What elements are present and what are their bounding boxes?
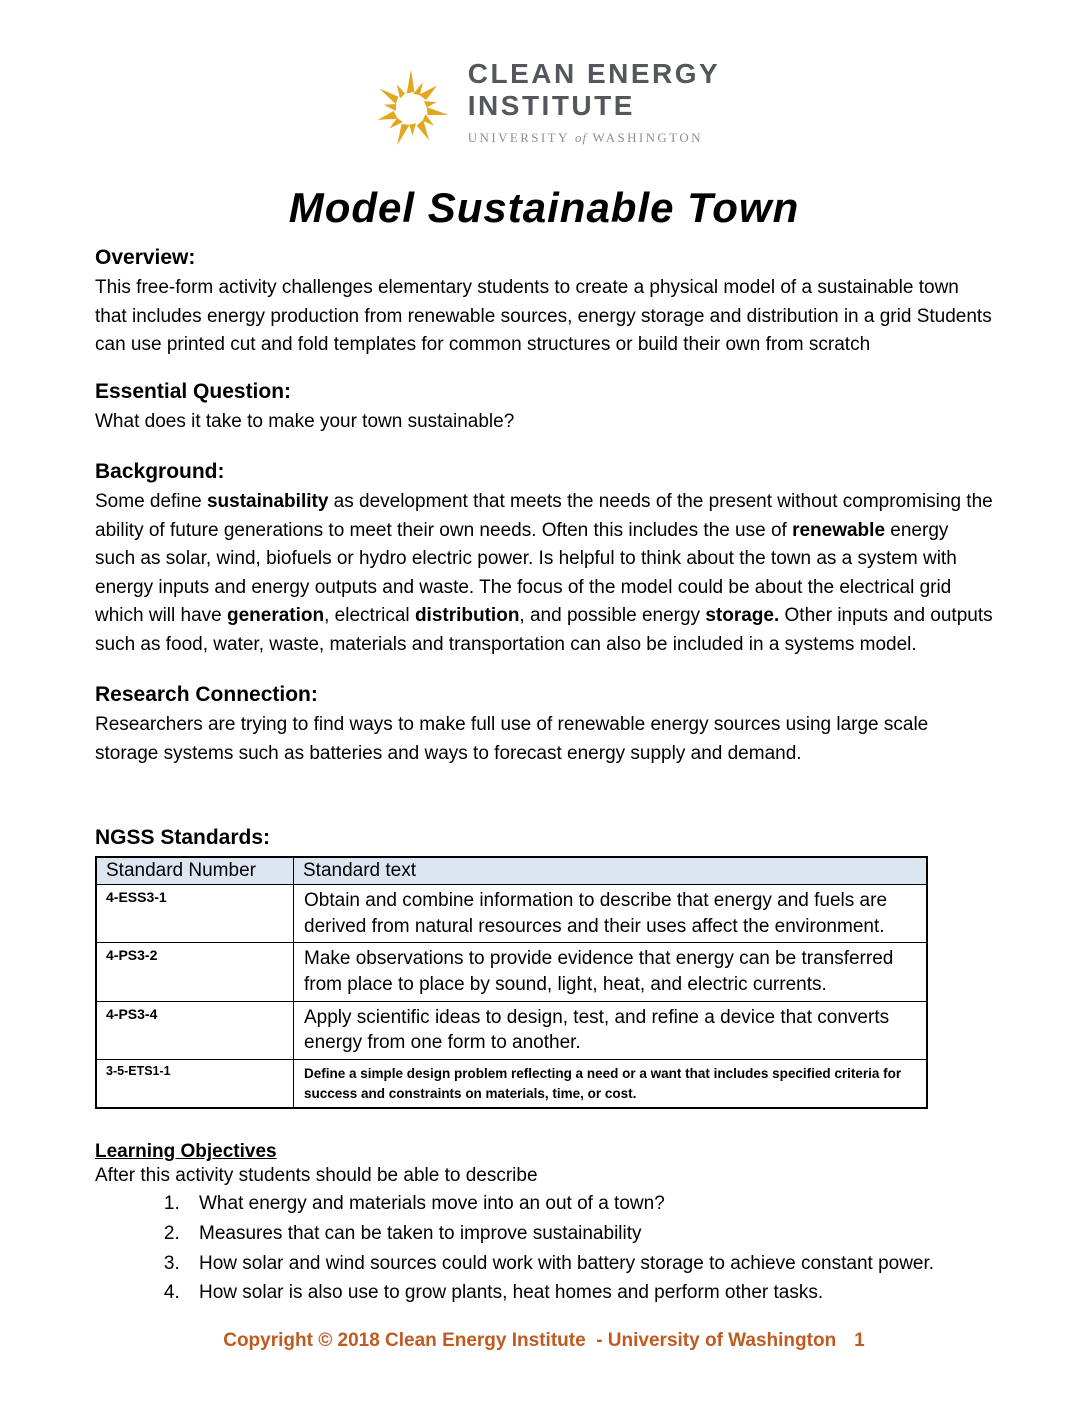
text-segment: , and possible energy: [519, 605, 706, 626]
list-item: 2. Measures that can be taken to improve sustainability: [185, 1221, 993, 1248]
logo-sub-university: UNIVERSITY: [467, 129, 570, 145]
learning-objectives-heading: Learning Objectives: [95, 1141, 277, 1163]
standard-text-cell: Apply scientific ideas to design, test, and refine a device that converts energy from one form to another.: [294, 1001, 928, 1059]
standard-text-cell: Define a simple design problem reflecting a need or a want that includes specified criteria for success and constraints on materials, time, or cost.: [294, 1059, 928, 1108]
text-segment: Other inputs and outputs such as food, water, waste, materials and transportation can also be included in a systems model.: [95, 605, 993, 655]
text-segment: Some define: [95, 491, 207, 512]
table-row: [96, 1059, 927, 1108]
research-connection-text: Researchers are trying to find ways to make full use of renewable energy sources using large scale storage systems such as batteries and ways to forecast energy supply and demand.: [95, 714, 929, 764]
logo-line1: CLEAN ENERGY: [467, 58, 721, 89]
page-footer: [0, 1330, 1088, 1352]
page-number: 1: [854, 1330, 865, 1351]
text-segment-bold: generation: [227, 605, 325, 626]
background-heading: Background:: [95, 460, 225, 483]
text-segment-bold: storage.: [705, 605, 780, 626]
overview-heading: Overview:: [95, 246, 196, 269]
logo-wordmark: [468, 58, 720, 146]
standard-number-cell: 3-5-ETS1-1: [96, 1059, 294, 1108]
standard-number-cell: 4-PS3-2: [96, 943, 294, 1001]
text-segment-bold: distribution: [414, 605, 520, 626]
learning-objectives-list: [95, 1191, 993, 1306]
text-segment: energy such as solar, wind, biofuels or hydro electric power. Is helpful to think about the town as a system with energy inputs and energy outputs and waste. The focus of the model could be about the electrical grid which will have: [95, 519, 957, 626]
copyright-text: Copyright © 2018 Clean Energy Institute - University of Washington: [223, 1330, 837, 1351]
standard-text-cell: Obtain and combine information to describe that energy and fuels are derived from natural resources and their uses affect the environment.: [294, 885, 928, 943]
table-row: [96, 943, 927, 1001]
logo: [95, 58, 993, 158]
text-segment-bold: sustainability: [206, 491, 329, 512]
document-title: Model Sustainable Town: [288, 184, 800, 231]
ngss-standards-heading: NGSS Standards:: [95, 826, 271, 849]
text-segment: as development that meets the needs of the present without compromising the ability of future generations to meet their own needs. Often this includes the use of: [95, 491, 993, 541]
column-header-standard-number: Standard Number: [96, 857, 294, 885]
learning-objectives-intro: After this activity students should be able to describe: [95, 1165, 538, 1187]
table-row: [96, 1001, 927, 1059]
column-header-standard-text: Standard text: [294, 857, 928, 885]
essential-question-heading: Essential Question:: [95, 379, 292, 403]
list-item: 1. What energy and materials move into an out of a town?: [185, 1191, 993, 1218]
logo-line2: INSTITUTE: [467, 90, 635, 122]
standard-number-cell: 4-PS3-4: [96, 1001, 294, 1059]
table-header-row: [96, 857, 927, 885]
text-segment-bold: renewable: [792, 519, 886, 541]
research-connection-heading: Research Connection:: [95, 683, 318, 706]
ngss-standards-table: [95, 856, 928, 1109]
logo-sub-of: of: [574, 129, 588, 145]
standard-number-cell: 4-ESS3-1: [96, 885, 294, 943]
list-item: 4. How solar is also use to grow plants, heat homes and perform other tasks.: [185, 1280, 993, 1307]
text-segment: , electrical: [324, 605, 415, 626]
sunburst-icon: [368, 60, 454, 158]
overview-text: This free-form activity challenges elementary students to create a physical model of a sustainable town that includes energy production from renewable sources, energy storage and distribution in a grid Students can use printed cut and fold templates for common structures or build their own from scratch: [95, 277, 992, 355]
logo-subtitle: [468, 130, 720, 146]
logo-sub-washington: WASHINGTON: [592, 129, 703, 145]
background-text: [95, 488, 993, 659]
list-item: 3. How solar and wind sources could work with battery storage to achieve constant power.: [185, 1251, 993, 1278]
standard-text-cell: Make observations to provide evidence that energy can be transferred from place to place by sound, light, heat, and electric currents.: [294, 943, 928, 1001]
table-row: [96, 885, 927, 943]
essential-question-text: What does it take to make your town sustainable?: [95, 410, 515, 432]
